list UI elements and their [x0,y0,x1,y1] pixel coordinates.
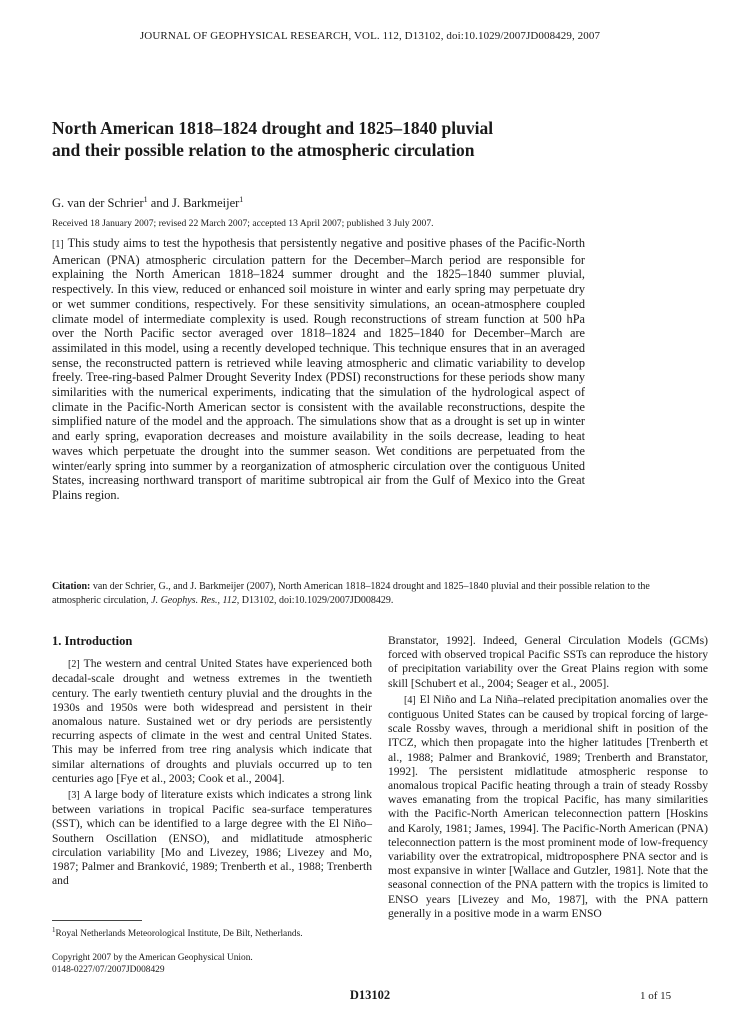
abstract [52,236,585,503]
paragraph [52,788,372,888]
section-heading: 1. Introduction [52,634,133,648]
citation [52,580,692,608]
citation-label: Citation: [52,581,91,592]
footnote-marker: 1 [52,926,56,934]
paragraph-continuation: Branstator, 1992]. Indeed, General Circulation Models (GCMs) forced with observed tropical Pacific SSTs can reproduce the history of precipitation variability over the Great Plains region with some skill [Schubert et al., 2004; Seager et al., 2005]. [388,634,708,690]
footnote-text: Royal Netherlands Meteorological Institute, De Bilt, Netherlands. [55,929,303,940]
abstract-text: This study aims to test the hypothesis that persistently negative and positive phases of the Pacific-North American (PNA) atmospheric circulation pattern for the December–March period are responsible for explaining the North American 1818–1824 summer drought and the 1825–1840 summer pluvial, respectively. In this view, reduced or enhanced soil moisture in winter and early spring may perpetuate dry or wet summer conditions, respectively. For these sensitivity simulations, an ocean-atmosphere coupled climate model of intermediate complexity is used. Rough reconstructions of stream function at 500 hPa over the North Pacific sector averaged over 1818–1824 and 1825–1840 for December–March are assimilated in this model, using a recently developed technique. This technique ensures that in an averaged sense, the reconstructed pattern is retrieved while leaving atmospheric and climatic variability to develop freely. Tree-ring-based Palmer Drought Severity Index (PDSI) reconstructions for these periods show many similarities with the numerical experiments, indicating that the simulation of the hydrological aspect of climate in the Pacific-North American sector is consistent with the available reconstructions, despite the simplified nature of the model and the approach. The simulations show that as a drought is set up in winter and early spring, evaporation decreases and moisture availability in the soils decrease, leading to heat waves which perpetuate the drought into the summer season. Wet conditions are perpetuated from the winter/early spring into summer by a reorganization of atmospheric circulation over the contiguous United States, increasing northward transport of maritime subtropical air from the Gulf of Mexico into the Great Plains region. [52,236,585,502]
author-separator: and [147,196,172,211]
paragraph-text: The western and central United States have experienced both decadal-scale drought and wetness extremes in the twentieth century. The early twentieth century pluvial and the droughts in the 1930s and 1950s were both widespread and persistent in their anomalous nature. Sustained wet or dry periods are persistently recurring aspects of climate in the west and central United States. This may be inferred from tree ring analysis which indicate that similar alternations of droughts and pluvials occurred up to ten centuries ago [Fye et al., 2003; Cook et al., 2004]. [52,657,372,785]
affiliation-marker: 1 [239,195,244,204]
right-column [388,634,708,923]
citation-text: van der Schrier, G., and J. Barkmeijer (2007), North American 1818–1824 drought and 1825–1840 pluvial and their possible relation to the atmospheric circulation, [52,581,650,606]
paragraph-text: El Niño and La Niña–related precipitation anomalies over the contiguous United States can be caused by tropical forcing of large-scale Rossby waves, through a meridional shift in position of the ITCZ, which then propagate into the higher latitudes [Trenberth et al., 1988; Palmer and Branković, 1989; Trenberth and Branstator, 1992]. The persistent midlatitude atmospheric response to anomalous tropical Pacific heating through a train of steady Rossby waves emanating from the tropical Pacific, has many similarities with the Pacific-North American teleconnection pattern [Hoskins and Karoly, 1981; James, 1994]. The Pacific-North American (PNA) teleconnection pattern is the most prominent mode of low-frequency variability over the extratropical, midtroposphere PNA sector and is most expansive in winter [Wallace and Gutzler, 1981]. Note that the seasonal connection of the PNA pattern with the tropics is limited to ENSO years [Livezey and Mo, 1987], with the PNA pattern generally in a positive mode in a warm ENSO [388,692,708,920]
affiliation-marker: 1 [143,195,148,204]
article-title: North American 1818–1824 drought and 1825–1840 pluvial and their possible relation to the atmospheric circulation [52,118,494,160]
citation-journal: J. Geophys. Res., 112, [151,595,240,606]
paragraph [388,693,708,921]
paragraph-number: [3] [68,790,80,802]
affiliation-footnote [52,926,372,939]
paragraph-number: [2] [68,659,80,671]
paragraph-number: [4] [404,694,416,706]
author-line [52,195,243,211]
author-name: G. van der Schrier [52,196,144,211]
copyright-line: Copyright 2007 by the American Geophysical Union. [52,953,253,963]
page-number: 1 of 15 [640,990,672,1002]
author-name: J. Barkmeijer [171,196,240,211]
received-dates: Received 18 January 2007; revised 22 March 2007; accepted 13 April 2007; published 3 July 2007. [52,218,434,229]
paragraph [52,657,372,786]
running-header: JOURNAL OF GEOPHYSICAL RESEARCH, VOL. 112, D13102, doi:10.1029/2007JD008429, 2007 [139,30,601,42]
page-identifier: D13102 [349,988,391,1002]
paragraph-number: [1] [52,239,64,250]
left-column [52,634,372,890]
issn-line: 0148-0227/07/2007JD008429 [52,965,165,975]
citation-doi: D13102, doi:10.1029/2007JD008429. [239,595,394,606]
footnote-divider [52,920,142,921]
paragraph-text: A large body of literature exists which indicates a strong link between variations in tropical Pacific sea-surface temperatures (SST), which can be identified to a large degree with the El Niño–Southern Oscillation (ENSO), and midlatitude atmospheric circulation variability [Mo and Livezey, 1986; Livezey and Mo, 1987; Palmer and Branković, 1989; Trenberth et al., 1988; Trenberth and [52,788,372,888]
copyright-notice [52,952,372,976]
